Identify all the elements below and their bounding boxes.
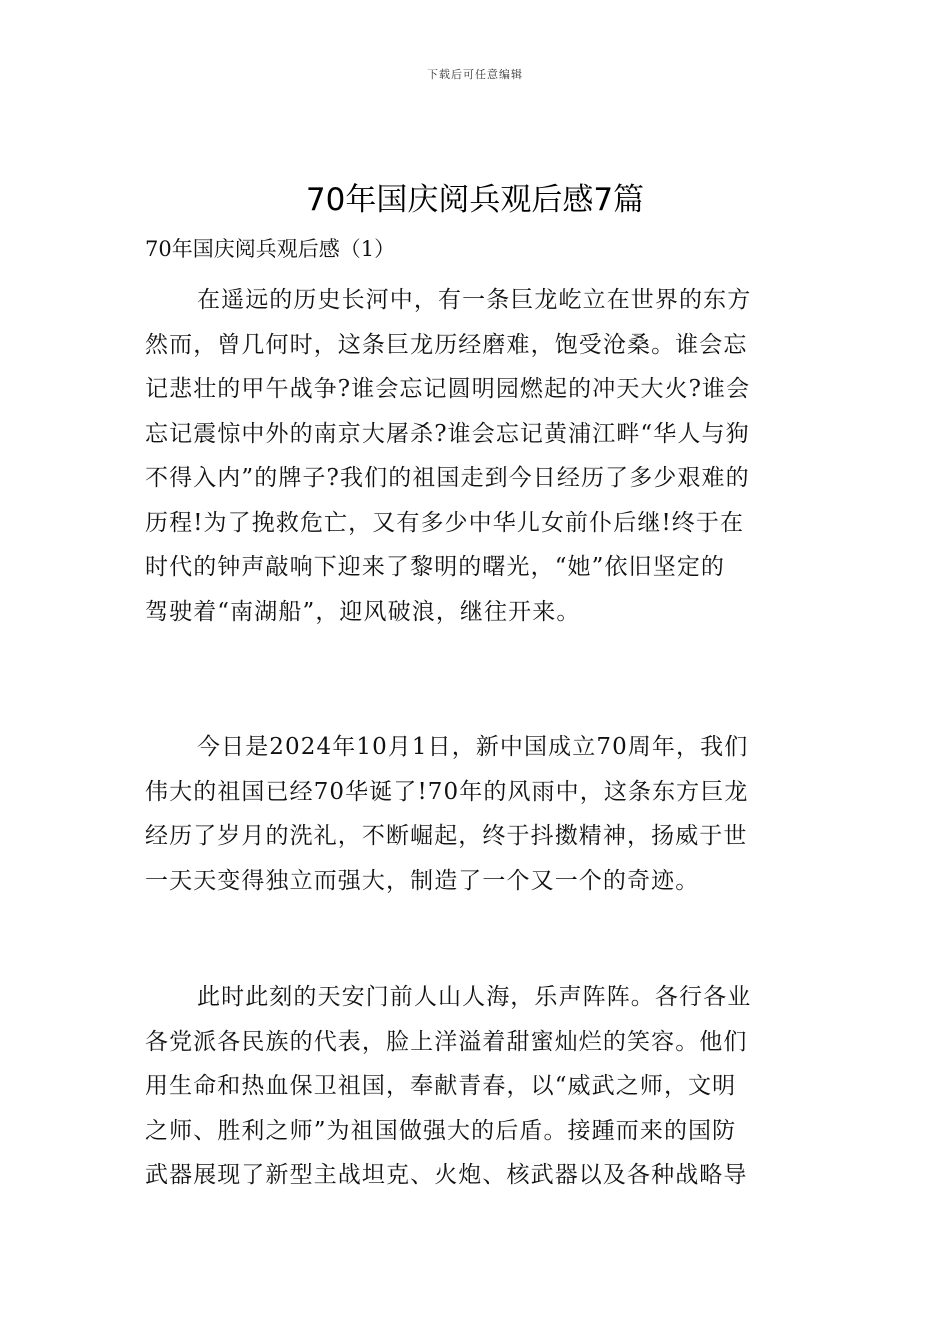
paragraph-line: 今日是2024年10月1日，新中国成立70周年，我们 — [197, 734, 749, 760]
paragraph-line: 忘记震惊中外的南京大屠杀?谁会忘记黄浦江畔“华人与狗 — [145, 420, 750, 447]
paragraph-line: 时代的钟声敲响下迎来了黎明的曙光，“她”依旧坚定的 — [145, 554, 726, 580]
paragraph-line: 不得入内”的牌子?我们的祖国走到今日经历了多少艰难的 — [145, 465, 750, 491]
paragraph-line: 记悲壮的甲午战争?谁会忘记圆明园燃起的冲天大火?谁会 — [145, 376, 751, 402]
paragraph-line: 历程!为了挽救危亡，又有多少中华儿女前仆后继!终于在 — [145, 509, 745, 536]
paragraph-1 — [145, 278, 825, 634]
paragraph-line: 武器展现了新型主战坦克、火炮、核武器以及各种战略导 — [145, 1162, 748, 1188]
paragraph-2 — [145, 725, 825, 903]
paragraph-line: 一天天变得独立而强大，制造了一个又一个的奇迹。 — [145, 867, 700, 894]
paragraph-line: 用生命和热血保卫祖国，奉献青春，以“威武之师，文明 — [145, 1073, 737, 1099]
paragraph-line: 此时此刻的天安门前人山人海，乐声阵阵。各行各业 — [197, 984, 752, 1010]
paragraph-line: 各党派各民族的代表，脸上洋溢着甜蜜灿烂的笑容。他们 — [145, 1028, 748, 1055]
document-title: 70年国庆阅兵观后感7篇 — [305, 182, 645, 218]
paragraph-3 — [145, 975, 825, 1198]
paragraph-line: 在遥远的历史长河中，有一条巨龙屹立在世界的东方 — [197, 287, 752, 313]
section-subtitle: 70年国庆阅兵观后感（1） — [145, 237, 396, 261]
paragraph-line: 然而，曾几何时，这条巨龙历经磨难，饱受沧桑。谁会忘 — [145, 331, 748, 358]
paragraph-line: 经历了岁月的洗礼，不断崛起，终于抖擞精神，扬威于世 — [145, 823, 748, 849]
paragraph-line: 伟大的祖国已经70华诞了!70年的风雨中，这条东方巨龙 — [145, 778, 749, 805]
paragraph-line: 驾驶着“南湖船”，迎风破浪，继往开来。 — [145, 598, 581, 625]
paragraph-line: 之师、胜利之师”为祖国做强大的后盾。接踵而来的国防 — [145, 1117, 737, 1144]
header-note: 下载后可任意编辑 — [427, 68, 523, 81]
